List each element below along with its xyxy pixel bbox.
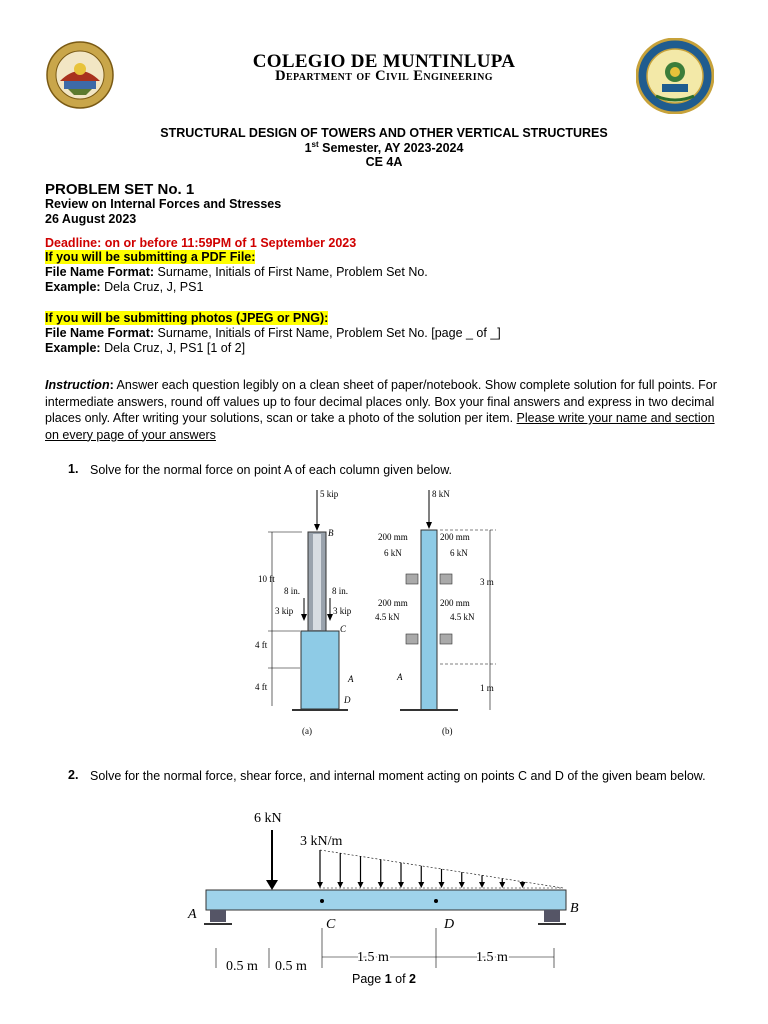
fig-b-off2-right: 200 mm xyxy=(440,598,470,608)
fig-a-left-ecc: 8 in. xyxy=(284,586,301,596)
dist-load-arrowhead xyxy=(358,882,364,888)
dist-load-arrowhead xyxy=(479,882,485,888)
fig-b-height-top: 3 m xyxy=(480,577,494,587)
fig2-label-d: D xyxy=(444,917,455,932)
fig2-dim-c-d: 1.5 m xyxy=(357,950,389,965)
department-name: Department of Civil Engineering xyxy=(275,68,493,84)
photo-format-line: File Name Format: Surname, Initials of First Name, Problem Set No. [page _ of _] xyxy=(45,326,501,340)
course-title: STRUCTURAL DESIGN OF TOWERS AND OTHER VERTICAL STRUCTURES xyxy=(160,126,608,140)
question-2-number: 2. xyxy=(68,768,79,782)
pdf-format-line: File Name Format: Surname, Initials of First Name, Problem Set No. xyxy=(45,265,428,279)
fig-a-label-b: B xyxy=(328,528,334,538)
question-1-number: 1. xyxy=(68,462,79,476)
problem-set-subtitle: Review on Internal Forces and Stresses xyxy=(45,197,282,211)
pdf-example-line: Example: Dela Cruz, J, PS1 xyxy=(45,280,204,294)
problem-set-title: PROBLEM SET No. 1 xyxy=(45,181,195,198)
fig2-label-a: A xyxy=(188,907,197,922)
fig2-dist-load: 3 kN/m xyxy=(300,834,343,849)
semester-line: 1st Semester, AY 2023-2024 xyxy=(304,140,464,156)
college-name: COLEGIO DE MUNTINLUPA xyxy=(252,51,516,72)
fig-a-height-top: 10 ft xyxy=(258,574,275,584)
course-section: CE 4A xyxy=(365,155,403,169)
fig-a-left-load: 3 kip xyxy=(275,606,294,616)
instruction-paragraph: Instruction: Answer each question legibly on a clean sheet of paper/notebook. Show complete solution for full points. For intermediate answers, round off values up to four decimal places only. Box your final answers and express in two decimal places only. After writing your solutions, scan or take a photo of the solution per item. Please write your name and section on every page of your answers xyxy=(45,378,717,442)
dist-load-arrowhead xyxy=(398,882,404,888)
page-number: Page 1 of 2 xyxy=(352,972,416,986)
fig-b-off1-left: 200 mm xyxy=(378,532,408,542)
fig-a-seg2: 4 ft xyxy=(255,682,268,692)
fig2-label-b: B xyxy=(570,901,579,916)
dist-load-arrowhead xyxy=(418,882,424,888)
dist-load-arrowhead xyxy=(378,882,384,888)
fig-b-load1-right: 6 kN xyxy=(450,548,468,558)
fig-b-off2-left: 200 mm xyxy=(378,598,408,608)
fig-a-seg1: 4 ft xyxy=(255,640,268,650)
dist-load-arrowhead xyxy=(499,882,505,888)
column-figure xyxy=(240,488,520,750)
fig-a-load-top: 5 kip xyxy=(320,489,339,499)
beam-figure xyxy=(180,808,590,978)
fig-a-label-c: C xyxy=(340,624,347,634)
dist-load-arrowhead xyxy=(459,882,465,888)
dist-load-arrowhead xyxy=(317,882,323,888)
fig-a-caption: (a) xyxy=(302,726,312,736)
dist-load-arrowhead xyxy=(520,882,526,888)
fig-a-label-d: D xyxy=(344,695,351,705)
fig-b-caption: (b) xyxy=(442,726,453,736)
deadline-text: Deadline: on or before 11:59PM of 1 September 2023 xyxy=(45,236,357,250)
fig-b-height-bottom: 1 m xyxy=(480,683,494,693)
fig-a-label-a: A xyxy=(348,674,354,684)
fig-b-load2-right: 4.5 kN xyxy=(450,612,475,622)
question-1-text: Solve for the normal force on point A of each column given below. xyxy=(90,463,453,477)
fig-a-right-load: 3 kip xyxy=(333,606,352,616)
fig2-dim-a-load: 0.5 m xyxy=(226,959,258,974)
fig-b-off1-right: 200 mm xyxy=(440,532,470,542)
problem-set-date: 26 August 2023 xyxy=(45,212,137,226)
fig-b-load1-left: 6 kN xyxy=(384,548,402,558)
fig2-point-load: 6 kN xyxy=(254,811,282,826)
pdf-heading: If you will be submitting a PDF File: xyxy=(45,250,256,264)
fig-b-label-a: A xyxy=(397,672,403,682)
dist-load-arrows xyxy=(317,850,526,888)
photo-heading: If you will be submitting photos (JPEG or PNG): xyxy=(45,311,329,325)
fig2-dim-load-c: 0.5 m xyxy=(275,959,307,974)
photo-example-line: Example: Dela Cruz, J, PS1 [1 of 2] xyxy=(45,341,246,355)
question-2-text: Solve for the normal force, shear force, and internal moment acting on points C and D of the given beam below. xyxy=(90,769,706,783)
fig-b-load2-left: 4.5 kN xyxy=(375,612,400,622)
dist-load-arrowhead xyxy=(337,882,343,888)
fig2-label-c: C xyxy=(326,917,336,932)
fig-b-load-top: 8 kN xyxy=(432,489,450,499)
fig2-dim-d-b: 1.5 m xyxy=(476,950,508,965)
fig-a-right-ecc: 8 in. xyxy=(332,586,349,596)
dist-load-arrowhead xyxy=(439,882,445,888)
